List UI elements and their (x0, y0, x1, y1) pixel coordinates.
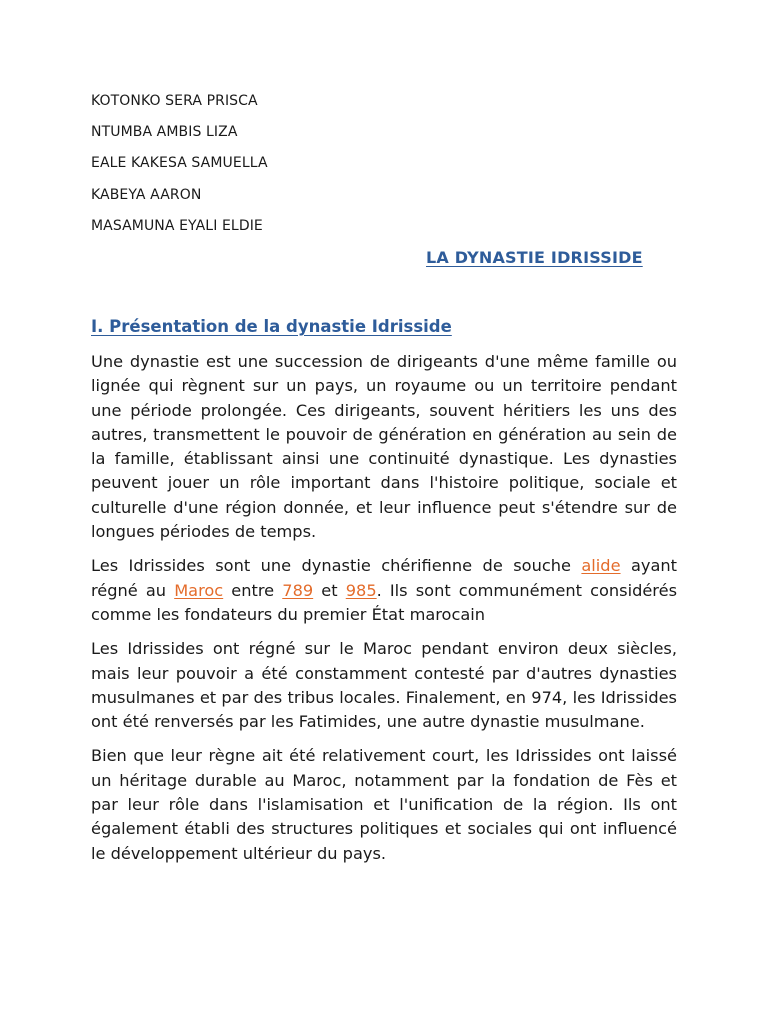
author-name: EALE KAKESA SAMUELLA (91, 155, 268, 172)
author-name: NTUMBA AMBIS LIZA (91, 124, 238, 141)
author-name: KOTONKO SERA PRISCA (91, 93, 258, 109)
paragraph-text: Les Idrissides sont une dynastie chérifienne de souche (91, 556, 582, 576)
author-name: KABEYA AARON (91, 186, 202, 203)
author-name: MASAMUNA EYALI ELDIE (91, 217, 263, 234)
paragraph-reign: Les Idrissides ont régné sur le Maroc pendant environ deux siècles, mais leur pouvoir a été constamment contesté par d'autres dynasties musulmanes et par des tribus locales. Finalement, en 974, les Idrissides ont été renversés par les Fatimides, une autre dynastie musulmane. (91, 639, 677, 732)
link-985[interactable]: 985 (345, 580, 377, 600)
paragraph-idrissides-intro (91, 554, 677, 627)
section-heading: I. Présentation de la dynastie Idrisside (91, 317, 452, 336)
paragraph-dynasty-definition: Une dynastie est une succession de dirigeants d'une même famille ou lignée qui règnent sur un pays, un royaume ou un territoire pendant une période prolongée. Ces dirigeants, souvent héritiers les uns des autres, transmettent le pouvoir de génération en génération au sein de la famille, établissant ainsi une continuité dynastique. Les dynasties peuvent jouer un rôle important dans l'histoire politique, sociale et culturelle d'une région donnée, et leur influence peut s'étendre sur de longues périodes de temps. (91, 352, 677, 542)
link-maroc[interactable]: Maroc (174, 580, 224, 600)
link-789[interactable]: 789 (282, 580, 314, 600)
section-body (91, 350, 677, 876)
link-alide[interactable]: alide (581, 556, 621, 576)
document-title: LA DYNASTIE IDRISSIDE (426, 248, 643, 267)
paragraph-text: . Ils sont communément considérés comme les fondateurs du premier État marocain (91, 580, 677, 624)
author-list (91, 90, 268, 246)
paragraph-text: entre (223, 580, 283, 600)
paragraph-text: et (313, 580, 346, 600)
paragraph-text: ayant régné au (91, 556, 678, 600)
paragraph-legacy: Bien que leur règne ait été relativement court, les Idrissides ont laissé un héritage durable au Maroc, notamment par la fondation de Fès et par leur rôle dans l'islamisation et l'unification de la région. Ils ont également établi des structures politiques et sociales qui ont influencé le développement ultérieur du pays. (91, 746, 677, 863)
